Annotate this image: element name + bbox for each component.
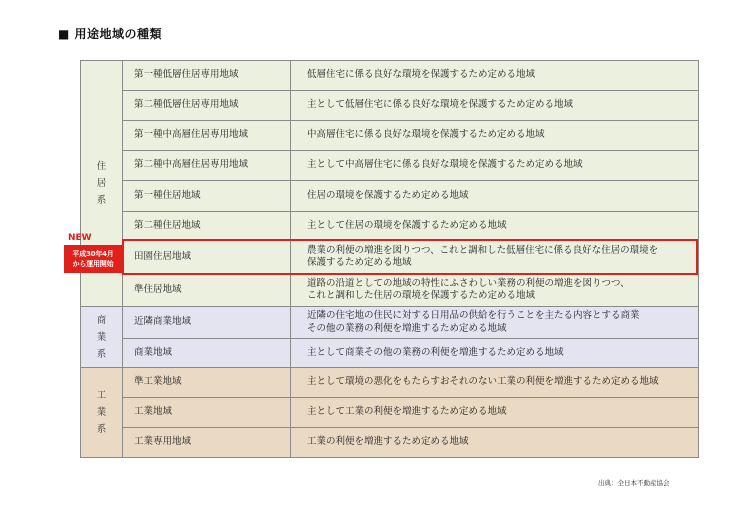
zone-name: 工業地域 (123, 398, 291, 428)
zone-name: 田園住居地域 (123, 241, 291, 274)
zone-name: 第二種中高層住居専用地域 (123, 151, 291, 181)
zone-description: 主として低層住宅に係る良好な環境を保護するため定める地域 (291, 91, 699, 121)
zoning-table (80, 60, 699, 458)
zone-description: 農業の利便の増進を図りつつ、これと調和した低層住宅に係る良好な住居の環境を 保護するため定める地域 (291, 241, 699, 274)
zone-description: 低層住宅に係る良好な環境を保護するため定める地域 (291, 61, 699, 91)
table-row-highlighted (81, 241, 699, 274)
table-row (81, 339, 699, 368)
category-residential: 住 居 系 (81, 61, 123, 307)
category-industrial: 工 業 系 (81, 368, 123, 458)
zone-description: 主として住居の環境を保護するため定める地域 (291, 212, 699, 241)
zone-name: 商業地域 (123, 339, 291, 368)
page-title: ■ 用途地域の種類 (58, 27, 163, 41)
zone-name: 第二種住居地域 (123, 212, 291, 241)
table-row (81, 428, 699, 458)
table-row (81, 368, 699, 398)
table-row (81, 151, 699, 181)
zone-description: 主として工業の利便を増進するため定める地域 (291, 398, 699, 428)
zone-name: 準住居地域 (123, 274, 291, 307)
zone-description: 住居の環境を保護するため定める地域 (291, 181, 699, 212)
table-row (81, 121, 699, 151)
zone-name: 工業専用地域 (123, 428, 291, 458)
new-badge: 平成30年4月 から運用開始 (64, 245, 122, 273)
table-row (81, 181, 699, 212)
zone-name: 準工業地域 (123, 368, 291, 398)
table-row (81, 274, 699, 307)
zone-name: 第一種低層住居専用地域 (123, 61, 291, 91)
new-label: NEW (68, 233, 92, 243)
source-credit: 出典：全日本不動産協会 (598, 479, 670, 487)
zone-description: 近隣の住宅地の住民に対する日用品の供給を行うことを主たる内容とする商業 その他の業務の利便を増進するため定める地域 (291, 307, 699, 339)
zone-description: 主として中高層住宅に係る良好な環境を保護するため定める地域 (291, 151, 699, 181)
zone-description: 主として環境の悪化をもたらすおそれのない工業の利便を増進するため定める地域 (291, 368, 699, 398)
zone-description: 主として商業その他の業務の利便を増進するため定める地域 (291, 339, 699, 368)
zone-name: 第一種住居地域 (123, 181, 291, 212)
zone-description: 中高層住宅に係る良好な環境を保護するため定める地域 (291, 121, 699, 151)
category-commercial: 商 業 系 (81, 307, 123, 368)
table-row (81, 398, 699, 428)
zone-name: 第一種中高層住居専用地域 (123, 121, 291, 151)
table-row (81, 307, 699, 339)
table-row (81, 212, 699, 241)
zone-description: 道路の沿道としての地域の特性にふさわしい業務の利便の増進を図りつつ、 これと調和した住居の環境を保護するため定める地域 (291, 274, 699, 307)
zone-name: 近隣商業地域 (123, 307, 291, 339)
table-row (81, 91, 699, 121)
table-row (81, 61, 699, 91)
zone-description: 工業の利便を増進するため定める地域 (291, 428, 699, 458)
zone-name: 第二種低層住居専用地域 (123, 91, 291, 121)
